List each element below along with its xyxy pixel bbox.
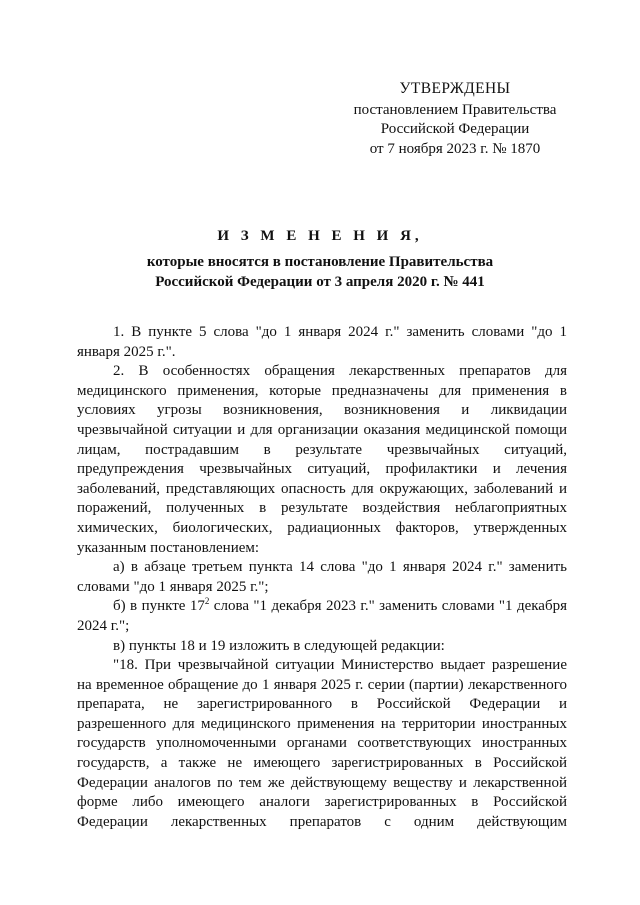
title-subtitle [60,253,580,292]
paragraph-point-18: "18. При чрезвычайной ситуации Министерство выдает разрешение на временное обращение до 1 января 2025 г. серии (партии) лекарственного препарата, не зарегистрированного в Российской Федерации и разрешенного для медицинского применения на территории иностранных государств уполномоченными органами соответствующих иностранных государств, а также не имеющего зарегистрированных в Российской Федерации аналогов по тем же действующему веществу и лекарственной форме либо имеющего аналоги зарегистрированных в Российской Федерации лекарственных препаратов с одним действующим [77,657,567,830]
title-subtitle-line-2: Российской Федерации от 3 апреля 2020 г. № 441 [155,273,485,290]
paragraph-subitem-b [77,597,567,636]
subitem-b-start: б) в пункте 17 [113,598,205,615]
title-subtitle-line-1: которые вносятся в постановление Правительства [146,254,494,270]
title-main: И З М Е Н Е Н И Я, [217,228,423,244]
superscript-2: 2 [204,596,210,607]
paragraph-subitem-a: а) в абзаце третьем пункта 14 слова "до 1 января 2024 г." заменить словами "до 1 января 2025 г."; [77,559,567,595]
approval-block [340,79,570,159]
paragraph-item-1: 1. В пункте 5 слова "до 1 января 2024 г." заменить словами "до 1 января 2025 г.". [77,324,567,360]
subitem-b-end: слова "1 декабря 2023 г." заменить словами "1 декабря 2024 г."; [77,598,567,634]
document-title [60,228,580,292]
approval-line-1: постановлением Правительства [353,101,557,118]
approval-line-2: Российской Федерации [380,121,530,137]
paragraph-subitem-c: в) пункты 18 и 19 изложить в следующей редакции: [113,637,445,654]
approval-line-3: от 7 ноября 2023 г. № 1870 [369,140,541,157]
approval-heading: УТВЕРЖДЕНЫ [399,80,511,97]
document-body [77,323,567,832]
paragraph-item-2: 2. В особенностях обращения лекарственных препаратов для медицинского применения, которые предназначены для применения в условиях угрозы возникновения, возникновения и ликвидации чрезвычайной ситуации и для организации оказания медицинской помощи лицам, пострадавшим в результате чрезвычайных ситуаций, предупреждения чрезвычайных ситуаций, профилактики и лечения заболеваний, представляющих опасность для окружающих, заболеваний и поражений, полученных в результате воздействия неблагоприятных химических, биологических, радиационных факторов, утвержденных указанным постановлением: [77,363,567,556]
